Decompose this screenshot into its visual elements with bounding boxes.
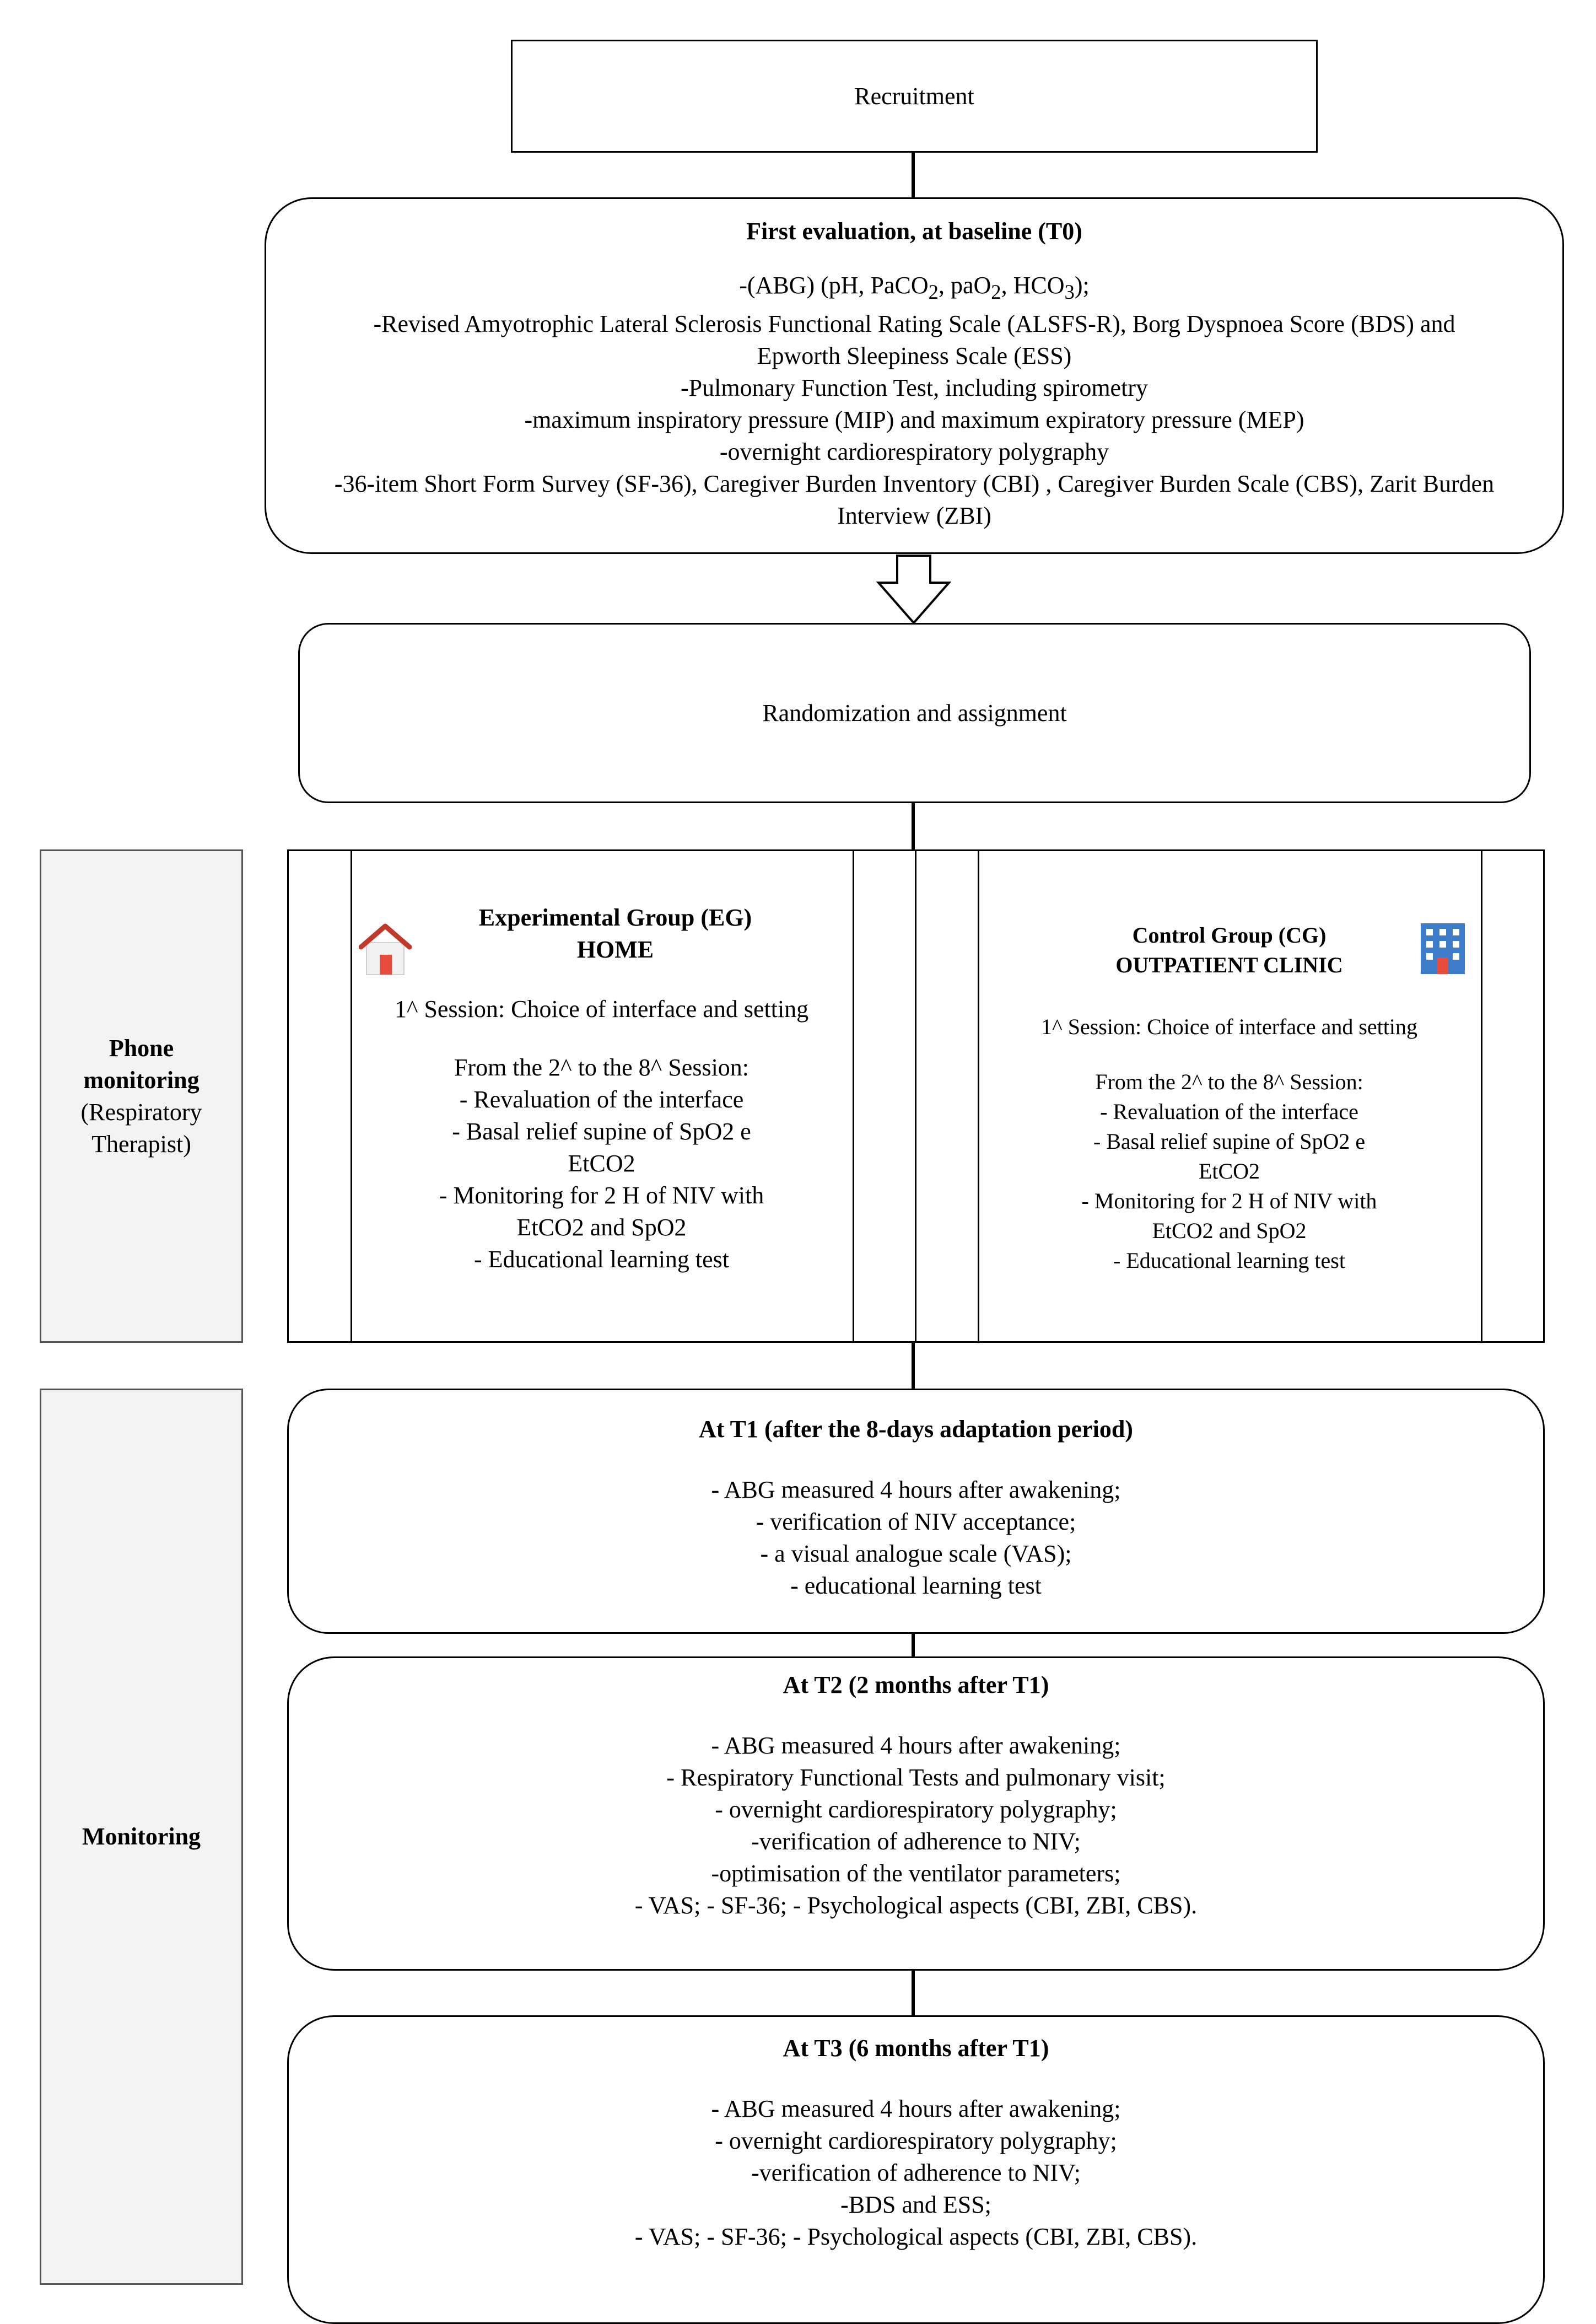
monitoring-panel xyxy=(40,1389,243,2285)
t2-item: - ABG measured 4 hours after awakening; xyxy=(711,1732,1121,1759)
experimental-group xyxy=(351,902,853,1276)
experimental-first-session: 1^ Session: Choice of interface and setting xyxy=(394,996,809,1023)
t1-item: - ABG measured 4 hours after awakening; xyxy=(711,1476,1121,1503)
groups-container xyxy=(287,849,1545,1343)
baseline-item: Interview (ZBI) xyxy=(837,502,991,529)
control-item: EtCO2 and SpO2 xyxy=(1152,1218,1307,1243)
t2-item: - VAS; - SF-36; - Psychological aspects (CBI, ZBI, CBS). xyxy=(634,1892,1198,1919)
t1-item: - educational learning test xyxy=(790,1572,1042,1599)
experimental-title: Experimental Group (EG) HOME xyxy=(478,904,752,963)
t3-item: -verification of adherence to NIV; xyxy=(751,2159,1081,2186)
experimental-item: - Revaluation of the interface xyxy=(459,1086,744,1113)
t3-item: - overnight cardiorespiratory polygraphy; xyxy=(715,2127,1117,2154)
baseline-box xyxy=(265,197,1564,554)
experimental-item: From the 2^ to the 8^ Session: xyxy=(454,1054,750,1081)
control-title: Control Group (CG) OUTPATIENT CLINIC xyxy=(1115,923,1343,977)
phone-monitoring-title: Phone monitoring xyxy=(83,1034,199,1094)
connector-line xyxy=(912,802,915,852)
t2-box xyxy=(287,1656,1545,1971)
down-arrow-icon xyxy=(876,554,951,626)
t3-item: - ABG measured 4 hours after awakening; xyxy=(711,2095,1121,2122)
experimental-item: - Basal relief supine of SpO2 e xyxy=(452,1118,751,1145)
control-item: - Basal relief supine of SpO2 e xyxy=(1093,1129,1366,1154)
control-group xyxy=(978,921,1481,1276)
control-item: - Revaluation of the interface xyxy=(1100,1099,1358,1124)
control-item: From the 2^ to the 8^ Session: xyxy=(1095,1069,1363,1094)
t2-title: At T2 (2 months after T1) xyxy=(783,1671,1049,1698)
randomization-box xyxy=(298,623,1531,803)
baseline-title: First evaluation, at baseline (T0) xyxy=(746,218,1082,245)
connector-line xyxy=(912,1970,915,2016)
baseline-item: -Pulmonary Function Test, including spirometry xyxy=(681,374,1148,401)
baseline-abg-line: -(ABG) (pH, PaCO$_2$, paO$_2$, $HCO_3$); xyxy=(739,272,1090,303)
t2-item: -verification of adherence to NIV; xyxy=(751,1828,1081,1855)
control-item: - Educational learning test xyxy=(1113,1248,1345,1273)
baseline-item: -overnight cardiorespiratory polygraphy xyxy=(719,438,1109,465)
t2-item: -optimisation of the ventilator parameters; xyxy=(711,1860,1121,1887)
connector-line xyxy=(912,152,915,198)
t2-item: - overnight cardiorespiratory polygraphy; xyxy=(715,1796,1117,1823)
baseline-item: -36-item Short Form Survey (SF-36), Caregiver Burden Inventory (CBI) , Caregiver Burden Scale (CBS), Zarit Burden xyxy=(334,470,1495,497)
experimental-item: EtCO2 and SpO2 xyxy=(516,1214,687,1241)
control-item: EtCO2 xyxy=(1198,1159,1260,1183)
experimental-item: - Monitoring for 2 H of NIV with xyxy=(439,1182,764,1209)
t1-title: At T1 (after the 8-days adaptation period) xyxy=(699,1416,1133,1443)
baseline-item: -Revised Amyotrophic Lateral Sclerosis Functional Rating Scale (ALSFS-R), Borg Dyspnoea Score (BDS) and xyxy=(373,310,1455,337)
connector-line xyxy=(912,1343,915,1389)
control-first-session: 1^ Session: Choice of interface and setting xyxy=(1040,1014,1418,1039)
t3-title: At T3 (6 months after T1) xyxy=(783,2035,1049,2062)
t3-box xyxy=(287,2015,1545,2324)
t2-item: - Respiratory Functional Tests and pulmonary visit; xyxy=(666,1764,1166,1791)
phone-monitoring-subtitle: (Respiratory Therapist) xyxy=(80,1098,202,1158)
t1-box xyxy=(287,1389,1545,1634)
connector-line xyxy=(912,1633,915,1658)
experimental-item: - Educational learning test xyxy=(473,1246,730,1273)
t1-item: - verification of NIV acceptance; xyxy=(756,1508,1076,1535)
monitoring-label: Monitoring xyxy=(82,1823,201,1850)
baseline-item: -maximum inspiratory pressure (MIP) and maximum expiratory pressure (MEP) xyxy=(524,406,1304,433)
experimental-item: EtCO2 xyxy=(568,1150,635,1177)
t1-item: - a visual analogue scale (VAS); xyxy=(760,1540,1072,1567)
phone-monitoring-panel xyxy=(40,849,243,1343)
recruitment-label: Recruitment xyxy=(854,82,974,110)
t3-item: -BDS and ESS; xyxy=(840,2191,991,2218)
randomization-label: Randomization and assignment xyxy=(762,699,1067,727)
recruitment-box xyxy=(511,40,1318,153)
baseline-item: Epworth Sleepiness Scale (ESS) xyxy=(757,342,1072,369)
t3-item: - VAS; - SF-36; - Psychological aspects (CBI, ZBI, CBS). xyxy=(634,2223,1198,2250)
control-item: - Monitoring for 2 H of NIV with xyxy=(1081,1188,1377,1213)
